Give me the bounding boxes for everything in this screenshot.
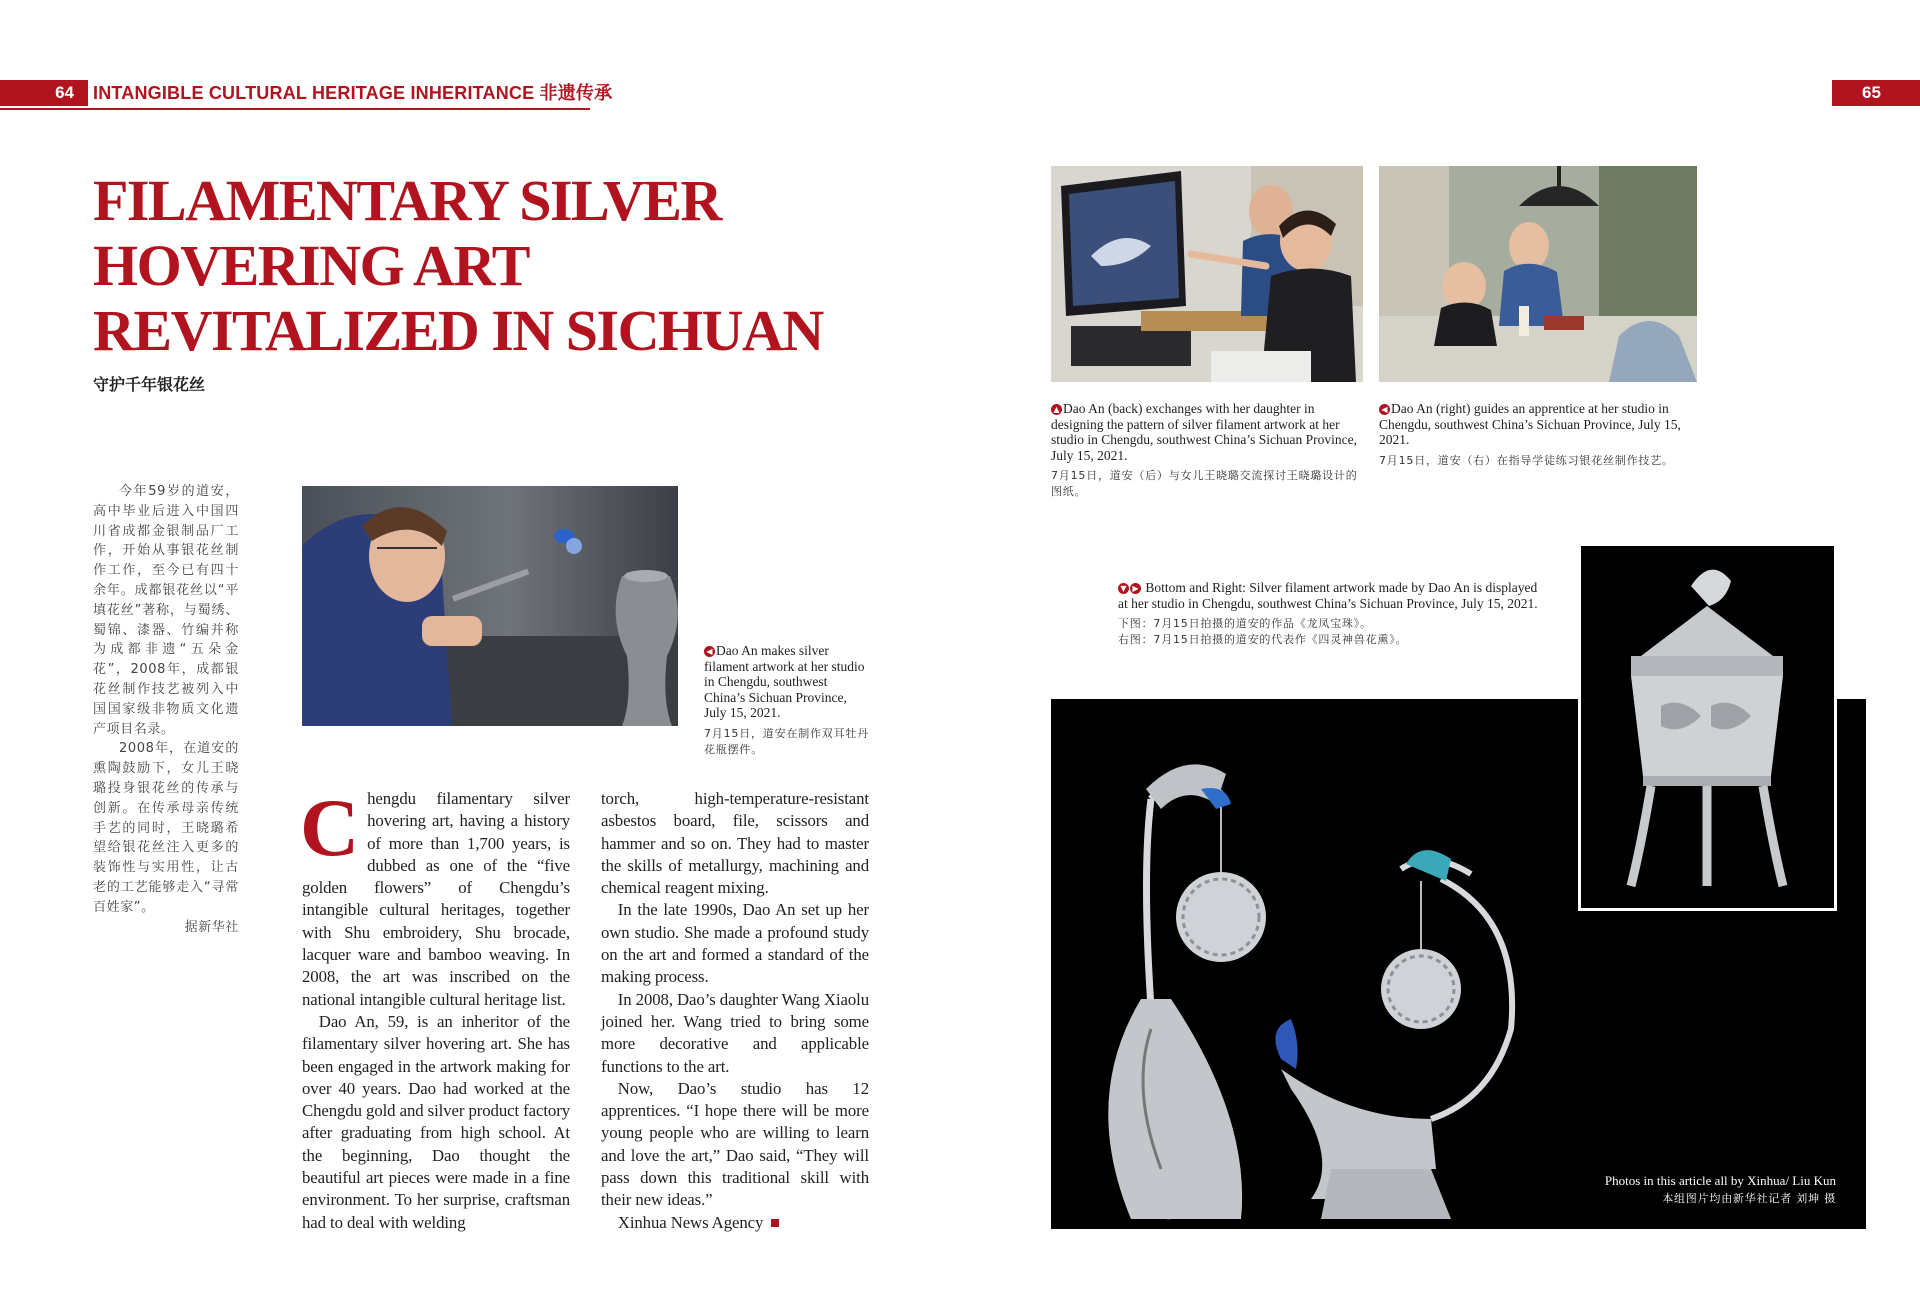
caption-dao-an-welding-cn: 7月15日，道安在制作双耳牡丹花瓶摆件。: [704, 726, 869, 756]
signoff: [601, 1212, 869, 1234]
chinese-summary-paragraph-1: 今年59岁的道安，高中毕业后进入中国四川省成都金银制品厂工作，开始从事银花丝制作工作，至今已有四十余年。成都银花丝以“平填花丝”著称，与蜀绣、蜀锦、漆器、竹编并称为成都非遗“五朵金花”，2008年，成都银花丝制作技艺被列入中国国家级非物质文化遗产项目名录。: [93, 484, 239, 737]
caption-apprentice-guidance-cn: 7月15日，道安（右）在指导学徒练习银花丝制作技艺。: [1379, 453, 1674, 467]
down-arrow-icon: ▼: [1118, 583, 1129, 594]
caption-apprentice-guidance: [1379, 401, 1697, 469]
body-paragraph-5: In 2008, Dao’s daughter Wang Xiaolu joined her. Wang tried to bring some more decorative and applicable functions to the art.: [601, 989, 869, 1076]
left-arrow-icon: ◀: [1379, 404, 1390, 415]
caption-artwork-cn-1: 下图：7月15日拍摄的道安的作品《龙凤宝珠》。: [1118, 617, 1372, 630]
section-rule: [0, 108, 590, 110]
photo-credit: [1605, 1172, 1836, 1208]
caption-dao-an-welding-en: Dao An makes silver filament artwork at her studio in Chengdu, southwest China’s Sichuan Province, July 15, 2021.: [704, 643, 865, 720]
caption-apprentice-guidance-en: Dao An (right) guides an apprentice at her studio in Chengdu, southwest China’s Sichuan Province, July 15, 2021.: [1379, 401, 1681, 447]
body-paragraph-4: In the late 1990s, Dao An set up her own studio. She made a profound study on the art and formed a standard of the making process.: [601, 900, 869, 987]
right-page-number: 65: [1832, 80, 1920, 106]
up-arrow-icon: ▲: [1051, 404, 1062, 415]
left-arrow-icon: ◀: [704, 646, 715, 657]
caption-artwork-en: Bottom and Right: Silver filament artwork made by Dao An is displayed at her studio in Chengdu, southwest China’s Sichuan Province, July 15, 2021.: [1118, 580, 1538, 611]
article-headline: [93, 168, 853, 363]
photo-incense-burner: [1578, 543, 1837, 911]
headline-line-1: FILAMENTARY SILVER: [93, 168, 721, 233]
section-title: INTANGIBLE CULTURAL HERITAGE INHERITANCE 非遗传承: [93, 83, 613, 103]
body-paragraph-6: Now, Dao’s studio has 12 apprentices. “I hope there will be more young people who are willing to learn and love the art,” Dao said, “They will pass down this traditional skill with their new ideas.”: [601, 1078, 869, 1210]
photo-design-monitor: [1051, 166, 1363, 382]
body-column-2: [601, 788, 869, 1234]
chinese-subtitle: 守护千年银花丝: [93, 375, 206, 394]
body-paragraph-1-text: hengdu filamentary silver hovering art, having a history of more than 1,700 years, is dubbed as one of the “five golden flowers” of Chengdu’s intangible cultural heritages, together with Shu embroidery, Shu brocade, lacquer ware and bamboo weaving. In 2008, the art was inscribed on the national intangible cultural heritage list.: [302, 789, 570, 1009]
right-arrow-icon: ▶: [1130, 583, 1141, 594]
photo-dao-an-welding: [302, 486, 678, 726]
chinese-summary: [93, 482, 239, 937]
body-paragraph-3: torch, high-temperature-resistant asbestos board, file, scissors and hammer and so on. They had to master the skills of metallurgy, machining and chemical reagent mixing.: [601, 789, 869, 898]
caption-artwork: [1118, 580, 1538, 648]
end-mark-icon: [771, 1219, 779, 1227]
body-paragraph-1: [300, 782, 570, 1011]
caption-dao-an-welding: [704, 643, 870, 758]
drop-cap: C: [300, 782, 360, 873]
caption-artwork-cn-2: 右图：7月15日拍摄的道安的代表作《四灵神兽花熏》。: [1118, 633, 1408, 646]
caption-design-monitor: [1051, 401, 1363, 500]
photo-apprentice-guidance: [1379, 166, 1697, 382]
body-paragraph-2: Dao An, 59, is an inheritor of the filamentary silver hovering art. She has been engaged in the artwork making for over 40 years. Dao had worked at the Chengdu gold and silver product factory after graduating from high school. At the beginning, Dao thought the beautiful art pieces were made in a fine environment. To her surprise, craftsman had to deal with welding: [302, 1011, 570, 1232]
caption-design-monitor-en: Dao An (back) exchanges with her daughter in designing the pattern of silver filament artwork at her studio in Chengdu, southwest China’s Sichuan Province, July 15, 2021.: [1051, 401, 1357, 463]
headline-line-3: REVITALIZED IN SICHUAN: [93, 298, 823, 363]
body-column-1: [300, 782, 570, 1234]
left-page-number: 64: [0, 80, 88, 106]
photo-credit-en: Photos in this article all by Xinhua/ Liu Kun: [1604, 1173, 1836, 1188]
chinese-summary-paragraph-2: 2008年，在道安的熏陶鼓励下，女儿王晓璐投身银花丝的传承与创新。在传承母亲传统手艺的同时，王晓璐希望给银花丝注入更多的装饰性与实用性，让古老的工艺能够走入“寻常百姓家”。: [93, 741, 239, 915]
signoff-text: Xinhua News Agency: [617, 1212, 764, 1232]
caption-design-monitor-cn: 7月15日，道安（后）与女儿王晓璐交流探讨王晓璐设计的图纸。: [1051, 469, 1358, 498]
chinese-summary-credit: 据新华社: [184, 919, 239, 935]
photo-credit-cn: 本组图片均由新华社记者 刘坤 摄: [1662, 1192, 1836, 1205]
headline-line-2: HOVERING ART: [93, 233, 529, 298]
